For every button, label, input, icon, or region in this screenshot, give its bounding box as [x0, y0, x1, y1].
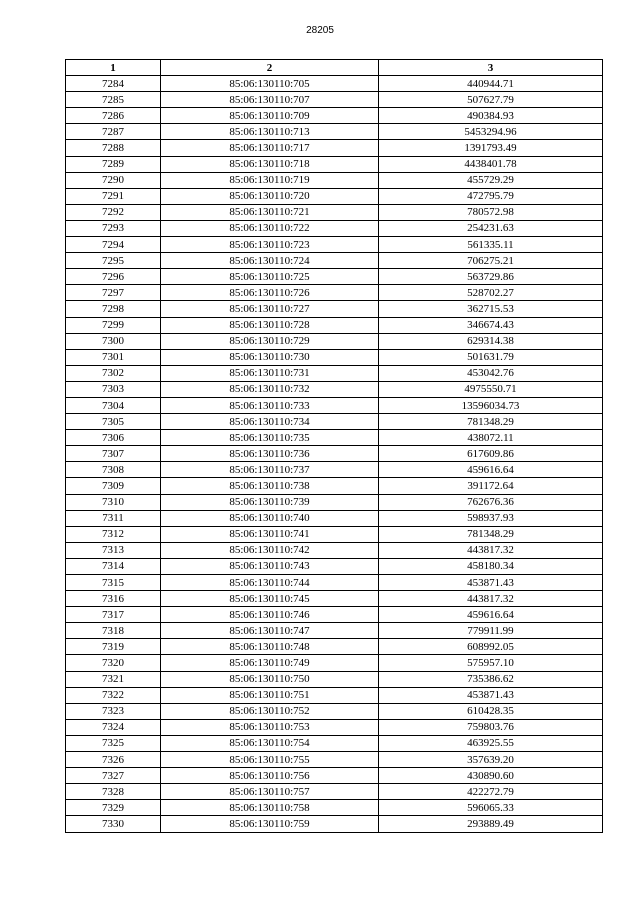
value-cell: 5453294.96: [379, 124, 603, 140]
row-number-cell: 7285: [66, 92, 161, 108]
row-number-cell: 7286: [66, 108, 161, 124]
cadastral-number-cell: 85:06:130110:731: [161, 365, 379, 381]
table-header-row: [66, 60, 603, 76]
value-cell: 422272.79: [379, 784, 603, 800]
table-row: [66, 76, 603, 92]
cadastral-number-cell: 85:06:130110:747: [161, 623, 379, 639]
cadastral-number-cell: 85:06:130110:746: [161, 607, 379, 623]
cadastral-number-cell: 85:06:130110:753: [161, 719, 379, 735]
cadastral-number-cell: 85:06:130110:720: [161, 188, 379, 204]
value-cell: 610428.35: [379, 703, 603, 719]
table-row: [66, 204, 603, 220]
cadastral-number-cell: 85:06:130110:727: [161, 301, 379, 317]
row-number-cell: 7297: [66, 285, 161, 301]
cadastral-number-cell: 85:06:130110:743: [161, 558, 379, 574]
table-row: [66, 816, 603, 832]
table-row: [66, 735, 603, 751]
row-number-cell: 7305: [66, 414, 161, 430]
row-number-cell: 7293: [66, 220, 161, 236]
value-cell: 561335.11: [379, 237, 603, 253]
row-number-cell: 7316: [66, 591, 161, 607]
row-number-cell: 7326: [66, 752, 161, 768]
cadastral-number-cell: 85:06:130110:756: [161, 768, 379, 784]
value-cell: 440944.71: [379, 76, 603, 92]
cadastral-number-cell: 85:06:130110:740: [161, 510, 379, 526]
cadastral-number-cell: 85:06:130110:719: [161, 172, 379, 188]
value-cell: 443817.32: [379, 591, 603, 607]
row-number-cell: 7324: [66, 719, 161, 735]
column-header-2: 2: [161, 60, 379, 76]
data-table: [65, 59, 603, 833]
row-number-cell: 7303: [66, 381, 161, 397]
row-number-cell: 7327: [66, 768, 161, 784]
table-row: [66, 397, 603, 413]
table-row: [66, 92, 603, 108]
value-cell: 596065.33: [379, 800, 603, 816]
table-row: [66, 414, 603, 430]
cadastral-number-cell: 85:06:130110:707: [161, 92, 379, 108]
value-cell: 293889.49: [379, 816, 603, 832]
value-cell: 563729.86: [379, 269, 603, 285]
value-cell: 453871.43: [379, 687, 603, 703]
value-cell: 629314.38: [379, 333, 603, 349]
value-cell: 608992.05: [379, 639, 603, 655]
cadastral-number-cell: 85:06:130110:749: [161, 655, 379, 671]
cadastral-number-cell: 85:06:130110:739: [161, 494, 379, 510]
cadastral-number-cell: 85:06:130110:729: [161, 333, 379, 349]
row-number-cell: 7287: [66, 124, 161, 140]
table-row: [66, 140, 603, 156]
row-number-cell: 7301: [66, 349, 161, 365]
row-number-cell: 7300: [66, 333, 161, 349]
table-row: [66, 172, 603, 188]
table-row: [66, 607, 603, 623]
cadastral-number-cell: 85:06:130110:730: [161, 349, 379, 365]
value-cell: 4438401.78: [379, 156, 603, 172]
value-cell: 501631.79: [379, 349, 603, 365]
table-row: [66, 671, 603, 687]
cadastral-number-cell: 85:06:130110:713: [161, 124, 379, 140]
row-number-cell: 7311: [66, 510, 161, 526]
cadastral-number-cell: 85:06:130110:735: [161, 430, 379, 446]
table-row: [66, 237, 603, 253]
table-row: [66, 478, 603, 494]
row-number-cell: 7299: [66, 317, 161, 333]
table-row: [66, 591, 603, 607]
row-number-cell: 7314: [66, 558, 161, 574]
row-number-cell: 7296: [66, 269, 161, 285]
value-cell: 735386.62: [379, 671, 603, 687]
cadastral-number-cell: 85:06:130110:709: [161, 108, 379, 124]
value-cell: 430890.60: [379, 768, 603, 784]
value-cell: 346674.43: [379, 317, 603, 333]
value-cell: 443817.32: [379, 542, 603, 558]
value-cell: 13596034.73: [379, 397, 603, 413]
cadastral-number-cell: 85:06:130110:758: [161, 800, 379, 816]
cadastral-number-cell: 85:06:130110:738: [161, 478, 379, 494]
value-cell: 490384.93: [379, 108, 603, 124]
value-cell: 438072.11: [379, 430, 603, 446]
cadastral-number-cell: 85:06:130110:751: [161, 687, 379, 703]
table-row: [66, 542, 603, 558]
row-number-cell: 7288: [66, 140, 161, 156]
cadastral-number-cell: 85:06:130110:705: [161, 76, 379, 92]
value-cell: 759803.76: [379, 719, 603, 735]
table-row: [66, 365, 603, 381]
table-row: [66, 188, 603, 204]
table-row: [66, 108, 603, 124]
row-number-cell: 7317: [66, 607, 161, 623]
value-cell: 459616.64: [379, 607, 603, 623]
row-number-cell: 7291: [66, 188, 161, 204]
cadastral-number-cell: 85:06:130110:745: [161, 591, 379, 607]
cadastral-number-cell: 85:06:130110:717: [161, 140, 379, 156]
cadastral-number-cell: 85:06:130110:737: [161, 462, 379, 478]
table-row: [66, 446, 603, 462]
cadastral-number-cell: 85:06:130110:744: [161, 575, 379, 591]
table-row: [66, 703, 603, 719]
value-cell: 459616.64: [379, 462, 603, 478]
cadastral-number-cell: 85:06:130110:723: [161, 237, 379, 253]
value-cell: 453871.43: [379, 575, 603, 591]
table-row: [66, 285, 603, 301]
row-number-cell: 7318: [66, 623, 161, 639]
row-number-cell: 7321: [66, 671, 161, 687]
cadastral-number-cell: 85:06:130110:732: [161, 381, 379, 397]
table-row: [66, 784, 603, 800]
table-row: [66, 800, 603, 816]
row-number-cell: 7330: [66, 816, 161, 832]
table-row: [66, 510, 603, 526]
cadastral-number-cell: 85:06:130110:741: [161, 526, 379, 542]
value-cell: 781348.29: [379, 414, 603, 430]
row-number-cell: 7302: [66, 365, 161, 381]
value-cell: 458180.34: [379, 558, 603, 574]
row-number-cell: 7306: [66, 430, 161, 446]
row-number-cell: 7328: [66, 784, 161, 800]
row-number-cell: 7292: [66, 204, 161, 220]
table-row: [66, 526, 603, 542]
value-cell: 472795.79: [379, 188, 603, 204]
value-cell: 507627.79: [379, 92, 603, 108]
value-cell: 706275.21: [379, 253, 603, 269]
value-cell: 598937.93: [379, 510, 603, 526]
table-header: [66, 60, 603, 76]
cadastral-number-cell: 85:06:130110:757: [161, 784, 379, 800]
cadastral-number-cell: 85:06:130110:726: [161, 285, 379, 301]
value-cell: 528702.27: [379, 285, 603, 301]
table-row: [66, 349, 603, 365]
table-row: [66, 430, 603, 446]
cadastral-number-cell: 85:06:130110:742: [161, 542, 379, 558]
row-number-cell: 7298: [66, 301, 161, 317]
row-number-cell: 7320: [66, 655, 161, 671]
row-number-cell: 7308: [66, 462, 161, 478]
table-row: [66, 156, 603, 172]
value-cell: 779911.99: [379, 623, 603, 639]
value-cell: 4975550.71: [379, 381, 603, 397]
row-number-cell: 7294: [66, 237, 161, 253]
cadastral-number-cell: 85:06:130110:721: [161, 204, 379, 220]
row-number-cell: 7295: [66, 253, 161, 269]
value-cell: 455729.29: [379, 172, 603, 188]
table-row: [66, 752, 603, 768]
value-cell: 617609.86: [379, 446, 603, 462]
cadastral-number-cell: 85:06:130110:724: [161, 253, 379, 269]
table-row: [66, 639, 603, 655]
row-number-cell: 7290: [66, 172, 161, 188]
table-row: [66, 575, 603, 591]
column-header-1: 1: [66, 60, 161, 76]
row-number-cell: 7322: [66, 687, 161, 703]
value-cell: 780572.98: [379, 204, 603, 220]
table-row: [66, 768, 603, 784]
table-row: [66, 333, 603, 349]
value-cell: 781348.29: [379, 526, 603, 542]
table-body: [66, 76, 603, 832]
cadastral-number-cell: 85:06:130110:755: [161, 752, 379, 768]
row-number-cell: 7315: [66, 575, 161, 591]
row-number-cell: 7325: [66, 735, 161, 751]
cadastral-number-cell: 85:06:130110:750: [161, 671, 379, 687]
row-number-cell: 7329: [66, 800, 161, 816]
value-cell: 762676.36: [379, 494, 603, 510]
table-row: [66, 558, 603, 574]
row-number-cell: 7310: [66, 494, 161, 510]
cadastral-number-cell: 85:06:130110:734: [161, 414, 379, 430]
table-row: [66, 220, 603, 236]
row-number-cell: 7289: [66, 156, 161, 172]
value-cell: 575957.10: [379, 655, 603, 671]
row-number-cell: 7309: [66, 478, 161, 494]
page-number: 28205: [306, 25, 334, 36]
row-number-cell: 7313: [66, 542, 161, 558]
value-cell: 391172.64: [379, 478, 603, 494]
row-number-cell: 7312: [66, 526, 161, 542]
cadastral-number-cell: 85:06:130110:736: [161, 446, 379, 462]
value-cell: 453042.76: [379, 365, 603, 381]
cadastral-number-cell: 85:06:130110:733: [161, 397, 379, 413]
cadastral-number-cell: 85:06:130110:725: [161, 269, 379, 285]
table-row: [66, 462, 603, 478]
value-cell: 362715.53: [379, 301, 603, 317]
column-header-3: 3: [379, 60, 603, 76]
table-row: [66, 623, 603, 639]
cadastral-number-cell: 85:06:130110:718: [161, 156, 379, 172]
value-cell: 463925.55: [379, 735, 603, 751]
cadastral-number-cell: 85:06:130110:722: [161, 220, 379, 236]
table-row: [66, 719, 603, 735]
row-number-cell: 7284: [66, 76, 161, 92]
cadastral-number-cell: 85:06:130110:748: [161, 639, 379, 655]
value-cell: 254231.63: [379, 220, 603, 236]
table-row: [66, 317, 603, 333]
row-number-cell: 7307: [66, 446, 161, 462]
value-cell: 357639.20: [379, 752, 603, 768]
table-row: [66, 269, 603, 285]
table-row: [66, 381, 603, 397]
row-number-cell: 7323: [66, 703, 161, 719]
table-row: [66, 494, 603, 510]
cadastral-number-cell: 85:06:130110:752: [161, 703, 379, 719]
cadastral-number-cell: 85:06:130110:754: [161, 735, 379, 751]
row-number-cell: 7304: [66, 397, 161, 413]
table-row: [66, 124, 603, 140]
cadastral-number-cell: 85:06:130110:759: [161, 816, 379, 832]
row-number-cell: 7319: [66, 639, 161, 655]
table-row: [66, 687, 603, 703]
cadastral-number-cell: 85:06:130110:728: [161, 317, 379, 333]
table-row: [66, 253, 603, 269]
table-row: [66, 655, 603, 671]
value-cell: 1391793.49: [379, 140, 603, 156]
table-row: [66, 301, 603, 317]
